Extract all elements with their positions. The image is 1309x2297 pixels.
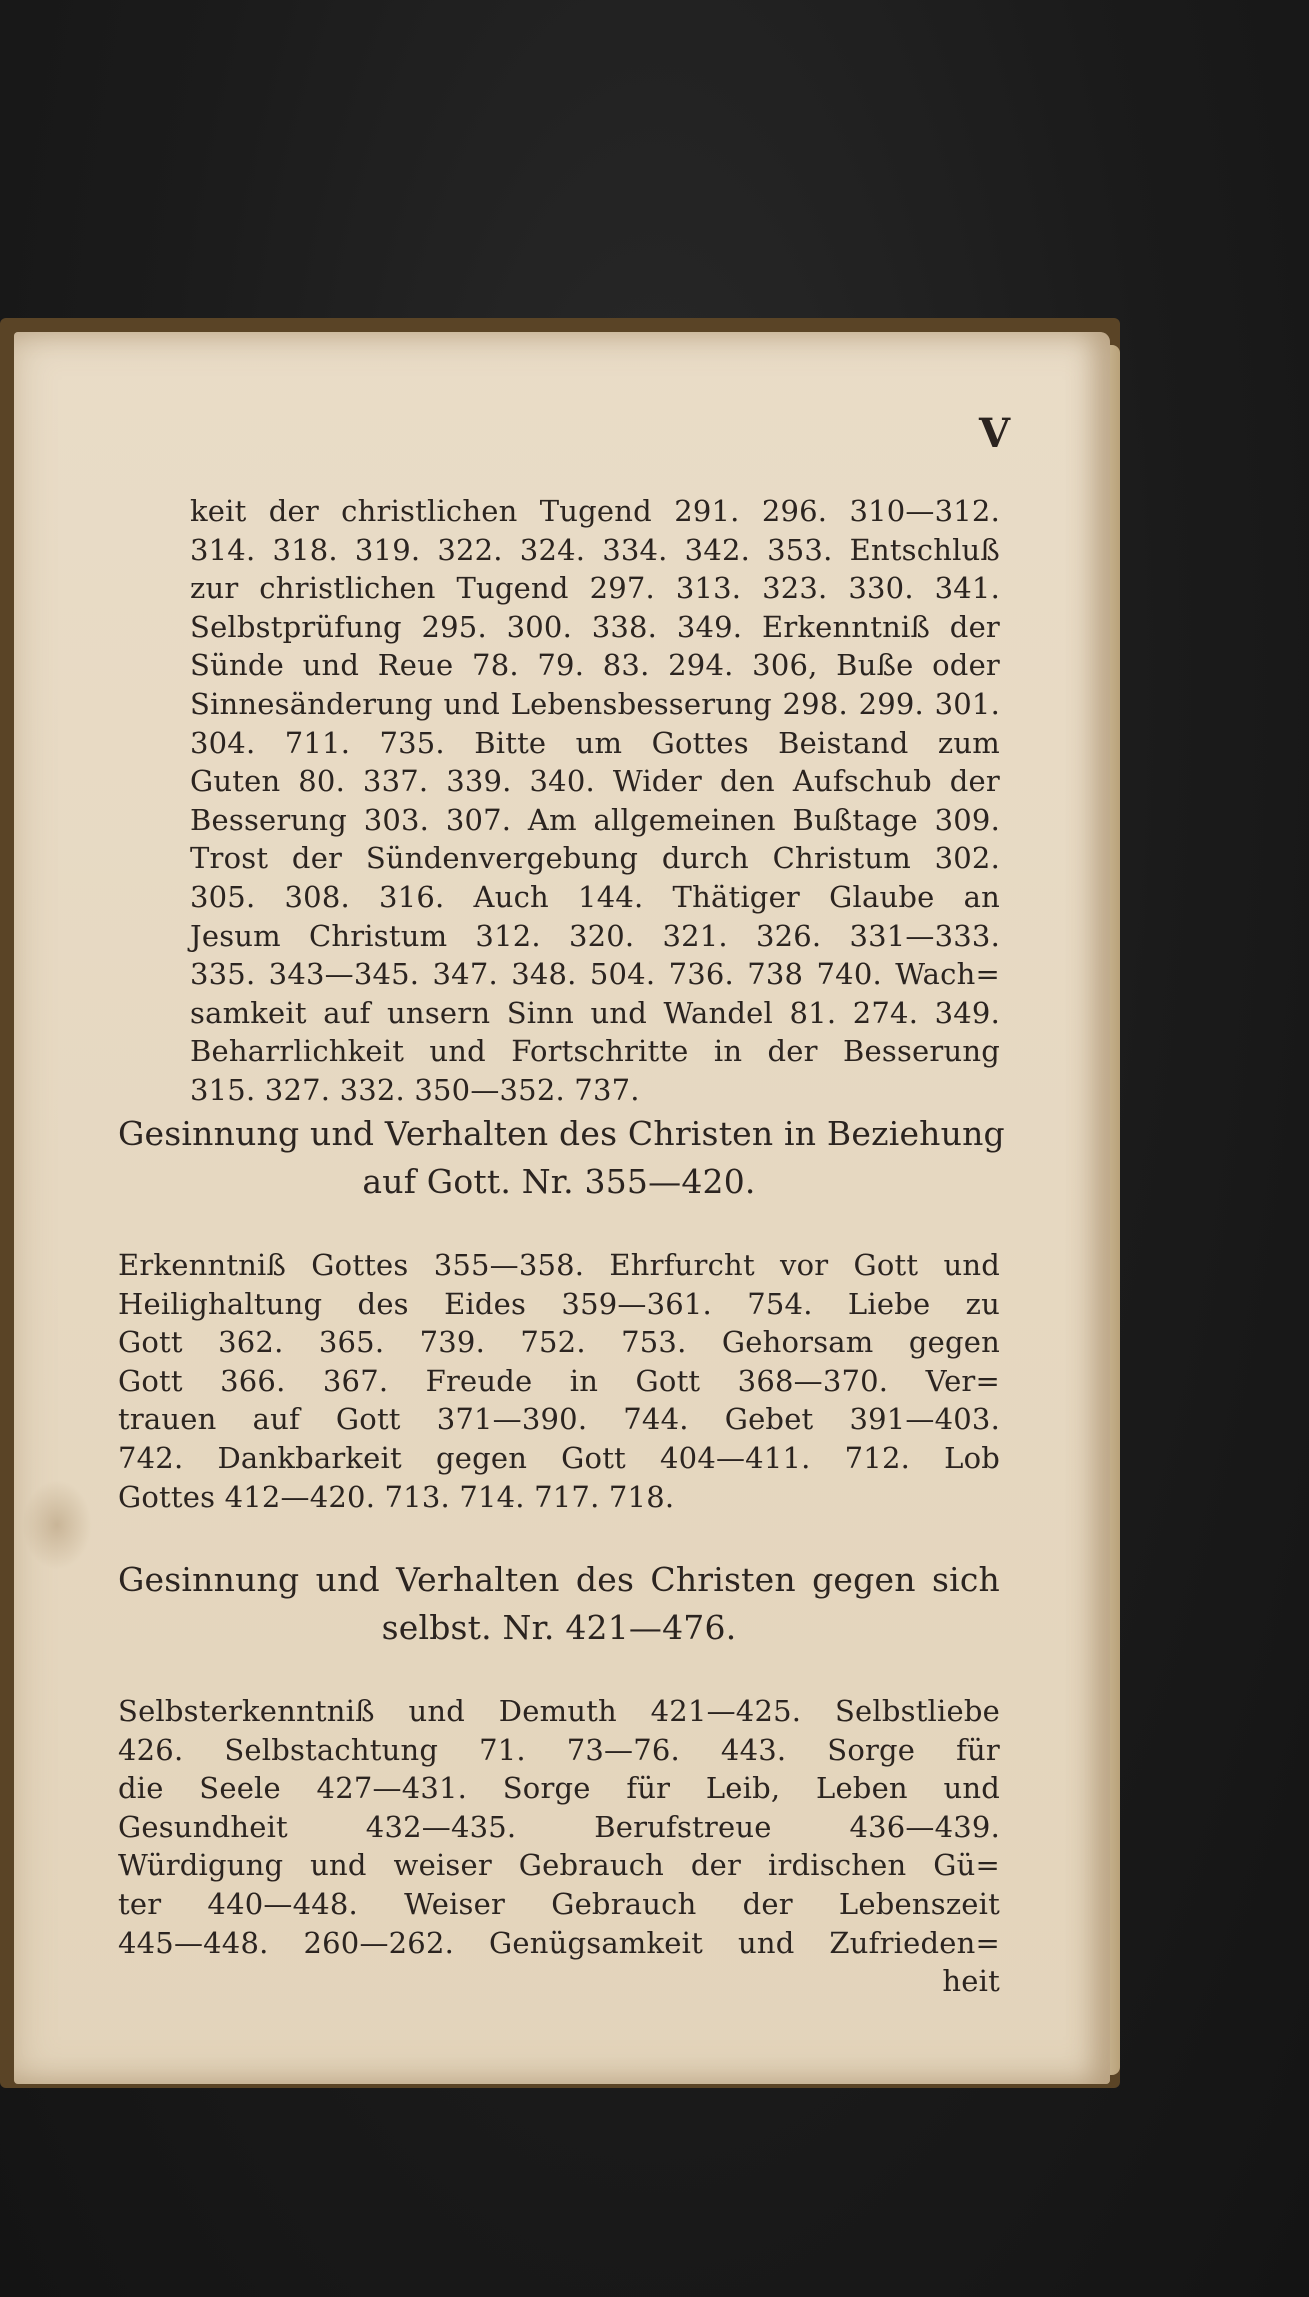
text-line: Heilighaltung des Eides 359—361. 754. Liebe zu	[118, 1286, 1000, 1321]
text-line: Gottes 412—420. 713. 714. 717. 718.	[118, 1479, 675, 1514]
text-line: Jesum Christum 312. 320. 321. 326. 331—333.	[190, 918, 1000, 953]
text-line: Gesundheit 432—435. Berufstreue 436—439.	[118, 1809, 1000, 1844]
text-line: Sünde und Reue 78. 79. 83. 294. 306, Buße oder	[190, 648, 1000, 683]
text-line: die Seele 427—431. Sorge für Leib, Leben und	[118, 1771, 1000, 1806]
text-line: trauen auf Gott 371—390. 744. Gebet 391—403.	[118, 1402, 1000, 1437]
text-line: Gott 362. 365. 739. 752. 753. Gehorsam gegen	[118, 1325, 1000, 1360]
text-line: ter 440—448. Weiser Gebrauch der Lebenszeit	[118, 1886, 1000, 1921]
section-heading-2	[118, 1556, 1000, 1652]
index-section-2	[118, 1246, 1000, 1516]
text-line: Selbstprüfung 295. 300. 338. 349. Erkenntniß der	[190, 609, 1000, 644]
text-line: Sinnesänderung und Lebensbesserung 298. 299. 301.	[190, 686, 1000, 721]
text-line: Würdigung und weiser Gebrauch der irdischen Gü=	[118, 1848, 1000, 1883]
page-number: V	[978, 410, 1010, 457]
text-line: Gott 366. 367. Freude in Gott 368—370. Ver=	[118, 1363, 1000, 1398]
text-line: Guten 80. 337. 339. 340. Wider den Aufschub der	[190, 764, 1000, 799]
text-line: Besserung 303. 307. Am allgemeinen Bußtage 309.	[190, 802, 1000, 837]
text-line: samkeit auf unsern Sinn und Wandel 81. 274. 349.	[190, 995, 1000, 1030]
index-section-1	[190, 492, 1000, 1110]
text-line: zur christlichen Tugend 297. 313. 323. 330. 341.	[190, 571, 1000, 606]
text-line: 335. 343—345. 347. 348. 504. 736. 738 740. Wach=	[190, 957, 1000, 992]
text-line: Trost der Sündenvergebung durch Christum 302.	[190, 841, 1000, 876]
text-line: 445—448. 260—262. Genügsamkeit und Zufrieden=	[118, 1925, 1000, 1960]
text-line: Erkenntniß Gottes 355—358. Ehrfurcht vor Gott und	[118, 1248, 1000, 1282]
page-stain	[22, 1480, 92, 1570]
heading-line: Gesinnung und Verhalten des Christen gegen sich	[118, 1560, 1000, 1599]
text-line: 314. 318. 319. 322. 324. 334. 342. 353. Entschluß	[190, 532, 1000, 567]
text-line: keit der christlichen Tugend 291. 296. 310—312.	[190, 494, 1000, 528]
text-line: 304. 711. 735. Bitte um Gottes Beistand zum	[190, 725, 1000, 760]
heading-line: selbst. Nr. 421—476.	[381, 1608, 737, 1647]
index-section-3	[118, 1692, 1000, 2001]
section-heading-1	[118, 1110, 1005, 1206]
text-line: 305. 308. 316. Auch 144. Thätiger Glaube an	[190, 879, 1000, 914]
heading-line: auf Gott. Nr. 355—420.	[362, 1162, 756, 1201]
text-line: heit	[942, 1964, 1000, 1999]
text-line: Beharrlichkeit und Fortschritte in der Besserung	[190, 1034, 1000, 1069]
text-line: Selbsterkenntniß und Demuth 421—425. Selbstliebe	[118, 1694, 1000, 1728]
text-line: 315. 327. 332. 350—352. 737.	[190, 1072, 640, 1107]
text-line: 426. Selbstachtung 71. 73—76. 443. Sorge für	[118, 1732, 1000, 1767]
text-line: 742. Dankbarkeit gegen Gott 404—411. 712. Lob	[118, 1440, 1000, 1475]
heading-line: Gesinnung und Verhalten des Christen in Beziehung	[118, 1114, 1005, 1153]
